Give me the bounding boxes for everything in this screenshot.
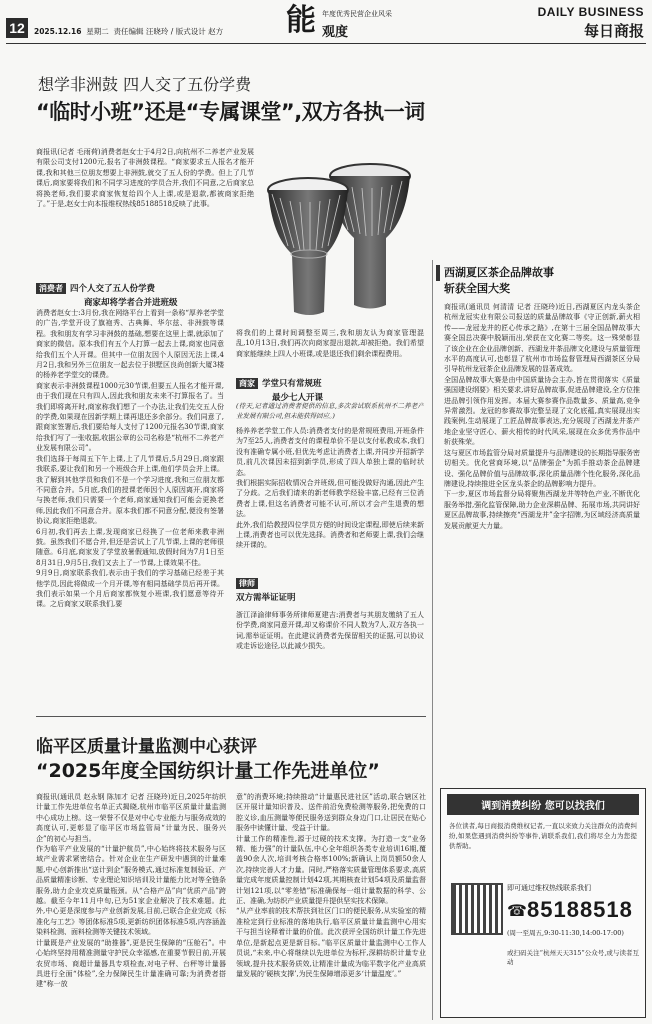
article2-headline-2: “2025年度全国纺织计量工作先进单位” — [36, 760, 380, 782]
page-number: 12 — [6, 18, 28, 38]
article1-col2-top: 将我们的上课时间调整至周三,我和朋友认为商家管理混乱,10月13日,我们再次向商家提出退款,却被拒绝。我们希望商家能继续上四人小班课,或是退还我们剩余课程费用。 — [236, 329, 424, 358]
article1-col1-body: 消费者赵女士:3月份,我在网络平台上看到一条称“厚养老学堂的广告,学堂开设了旗袍秀、古典舞、华尔兹、非洲鼓等课程。我和朋友有学习非洲鼓的基础,想要在这里上课,就添加了商家的微信。原本我们有五个人打算一起去上课,商家也同意给我们五个人开课。但其中一位朋友因个人原因无法上课,4月2日,我和另外三位朋友一起去位于拱墅区良尚创新大厦3楼的杨养老学堂交的课费。 商家表示非洲鼓课程1000元30节课,但要五人报名才能开课,由于我们现在只有四人,因此我和朋友未来不打算报名了。当我们即将离开时,商家称我们想了一个办法,让我们先交五人份的学费,如果现在因新学期上课再退还多余部分。我们同意了,跟商家签署后,我们要给每人支付了1200元报名30节课,商家给我们写了一张收据,收据公章的公司名称是“杭州不二养老产业发展有限公司”。 我们选择于每周五下午上课,上了几节课后,5月29日,商家跟我联系,要让我们和另一个班级合并上课,他们学员会并上课。我了解到其他学员和我们不是一个学习进度,我和三位朋友都不同意合并。5月底,我们的授课老师因个人原因离开,商家将与换老师,我们只需要一个老师,商家通知我们可能会更换老师,因此我们不同意合并。原本我们都不同意分配,便没有签署协议,商家拒绝退款。 6月初,我们再去上课,发现商家已经换了一位老师来教非洲鼓。虽然我们不愿合并,但还是尝试上了几节课,上课的老师很随意。6月底,商家发了学堂放暑假通知,放假时间为7月1日至8月31日,9月5日,我们又去上了一节课,上课效果不佳。 9月9日,商家联系我们,表示由于我们的学习基础已经差于其他学员,因此将做成一个月开课,等有相同基础学员后再开课。我们表示如果一个月后商家都恢复小班课,我们愿意等待开课。之后商家又联系我们,要 — [36, 309, 224, 609]
right-headline-2: 斩获全国大奖 — [444, 282, 510, 295]
hotline-box — [440, 788, 646, 1018]
section-subtitle: 年度优秀民营企业风采 — [322, 10, 392, 18]
article1-subhead-2 — [236, 377, 424, 403]
qr-label: 即可通过维权热线联系我们 — [507, 884, 591, 892]
hotline-intro: 各位读者,每日商报消费维权记者,一直以来致力关注群众的消费纠纷,如果您遇到消费纠纷等事件,请联系我们,我们将尽全力为您提供帮助。 — [449, 822, 637, 850]
issue-date: 2025.12.16 — [34, 27, 82, 36]
hotline-title: 调到消费纠纷 您可以找我们 — [447, 794, 639, 815]
article1-lead: 商报讯(记者 毛雨荷)消费者赵女士于4月2日,向杭州不二养老产业发展有限公司支付1200元,报名了非洲鼓课程。“商家要求五人报名才能开课,我和其他三位朋友想要上非洲鼓,就交了五人份的学费。但上了几节课后,商家要将我们和不同学习进度的学员合并,我们不同意,之后商家总将换老师,我们要求商家恢复给四个人上课,或是退款,都被商家拒绝了。”于是,赵女士向本报维权热线85188518反映了此事。 — [36, 148, 254, 209]
section-char: 能 — [286, 3, 316, 38]
paper-name-en: DAILY BUSINESS — [537, 5, 644, 19]
djembe-icon — [262, 160, 424, 318]
consumer-tag: 消费者 — [36, 283, 66, 294]
subhead-2-line2: 最少七人开课 — [272, 393, 324, 403]
section-name: 观度 — [322, 25, 349, 40]
article1-headline: “临时小班”还是“专属课堂”,双方各执一词 — [36, 100, 425, 124]
article2-col1-body: 商报讯(通讯员 赵永钢 陈加才 记者 汪晓玲)近日,2025年纺织计量工作先进单位名单正式揭晓,杭州市临平区质量计量监测中心成功上榜。这一荣誉不仅是对中心专业能力与服务成效的高度认可,更彰显了临平区市场监管局“计量为民、服务兴企”的初心与担当。 作为临平产业发展的“计量护航员”,中心始终将技术服务与区域产业需求紧密结合。针对企业在生产研发中遇到的计量难题,中心创新推出“送计到企”服务模式,通过标准复制验证、产品质量精准诊断、专业理论知识培训及计量能力比对等全链条服务,助力企业攻克质量瓶颈。从“合格产品”向“优质产品”跨越。截至今年11月中旬,已为51家企业解决了技术难题。此外,中心更是深度参与产业创新发展,目前,已联合企业完成《标准化与工艺》等团体标准5项,更新纺织团体标准5项,内容涵盖染料检测、面料检测等关键技术领域。 计量既是产业发展的“助推器”,更是民生保障的“压舱石”。中心始终坚持用精准测量守护民众幸福感,在重要节假日前,开展农贸市场、商超计量器具专项检查,对电子秤、台秤等计量器具进行全面“体检”,全力保障民生计量准确可靠;为消费者搭建“称一放 — [36, 793, 226, 989]
merchant-tag: 商家 — [236, 378, 258, 389]
lawyer-tag: 律师 — [236, 578, 258, 589]
qr-code-icon[interactable] — [451, 883, 503, 935]
djembe-drums-photo — [262, 160, 424, 318]
right-headline-1: 西湖夏区茶企品牌故事 — [444, 266, 554, 279]
page-header — [0, 0, 652, 44]
header-rule — [6, 43, 646, 44]
subhead-1-line2: 商家却将学者合并进班级 — [84, 298, 178, 308]
article-divider — [36, 716, 426, 717]
right-article-body: 商报讯(通讯员 何清清 记者 汪晓玲)近日,西湖夏区内龙头茶企杭州龙冠实业有限公司报送的质量品牌故事《守正创新,薪火相传——龙冠龙井的匠心传承之路》,在第十三届全国品牌故事大赛全国总决赛中脱颖而出,荣获在文化赛二等奖。这一殊荣彰显了该企业在企业品牌创新、西湖龙井茶品牌文化建设与质量管理水平的高度认可,也彰显了杭州市市场监督管理局西湖茶区分局引导杭州龙冠茶企业品牌发展的显著成效。 全国品牌故事大赛是由中国质量协会主办,旨在贯彻落实《质量强国建设纲要》相关要求,讲好品牌故事,促进品牌建设,全方位推进品牌引领作用发挥。本届大赛参赛作品数量多、质量高,竞争异常激烈。龙冠的参赛故事完整呈现了文化底蕴,真实展现出实践案例,生动展现了工匠品牌故事表达,充分展现了西湖龙井茶产地企业坚守匠心、薪火相传的时代风采,展现在众多优秀作品中斩获殊荣。 这与夏区市场监管分局对质量提升与品牌建设的长期指导服务密切相关。优化营商环境,以“品牌强企”为抓手推动茶企品牌建设、强化品牌价值与品牌故事,深化质量品牌个性化服务,深化品牌建设,持续推进全区龙头茶企的品牌影响力提升。 下一步,夏区市场监督分局将聚焦西湖龙井等特色产业,不断优化服务举措,强化监管保障,助力企业深耕品牌、拓展市场,共同讲好夏区品牌故事,持续擦亮“西湖龙井”金字招牌,为区域经济高质量发展贡献更大力量。 — [444, 303, 640, 530]
subhead-1-line1: 四个人交了五人份学费 — [70, 284, 156, 294]
article1-note: (待天,记者通过消费者提供的信息,多次尝试联系杭州不二养老产业发展有限公司,但未能获得回应。) — [236, 402, 424, 420]
subhead-2-line1: 学堂只有常规班 — [262, 379, 322, 389]
article2-col2-body: 意”的消费环境;持续推动“计量惠民进社区”活动,联合辖区社区开展计量知识普及、送件前沿免费检测等服务,把免费的口腔义诊,血压测量等便民服务送到群众身边门口,让居民在贴心服务中读懂计量、受益于计量。 计量工作的精准性,源于过硬的技术支撑。为打造一支“业务精、能力强”的计量队伍,中心全年组织各类专业培训16期,覆盖90余人次,培训考核合格率100%;新确认上岗员额50余人次,持续完善人才力量。同时,严格落实质量管理体系要求,高质量完成年度质量控制计划42项,其期核查计划54项及质量监督计划121项,以“零差错”标准确保每一组计量数据的科学、公正、准确,为纺织产业质量提升提供坚实技术保障。 “从产业率前的技术帮扶到社区门口的便民服务,从实验室的精准检定到行业标准的落地执行,临平区质量计量监测中心用实干与担当诠释着计量的价值。此次获评全国纺织计量工作先进单位,是新起点更是新目标。”临平区质量计量监测中心工作人员说,“未来,中心将继续以先进单位为标杆,深耕纺织计量专业领域,提升技术服务质效,让精准计量成为临平数字化产业高质量发展的‘硬核支撑’,为民生保障增添更多‘计量温度’。” — [236, 793, 426, 978]
article1-kicker: 想学非洲鼓 四人交了五份学费 — [38, 75, 252, 94]
hotline-footer: 或扫码关注“杭州天天315”公众号,或与读者互动 — [507, 949, 639, 966]
date-line — [34, 26, 223, 37]
right-headline-bar — [436, 265, 440, 281]
article2-headline-1: 临平区质量计量监测中心获评 — [36, 737, 257, 757]
article1-subhead-3 — [236, 578, 424, 603]
article1-col2-bottom: 浙江泽渝律师事务所律师夏建吉:消费者与其朋友缴纳了五人份学费,商家同意开课,却又称课价不同人数为7人,双方各执一词,需举证证明。在此建议消费者先保留相关的证据,可以协议或走诉讼途径,以此减少损失。 — [236, 611, 424, 651]
hotline-phone[interactable]: 85188518 — [527, 897, 633, 922]
article1-subhead-1 — [36, 282, 256, 308]
weekday: 星期二 — [86, 27, 109, 36]
subhead-3-title: 双方需举证证明 — [236, 593, 296, 603]
editor-credits: 责任编辑 汪晓玲 / 版式设计 赵方 — [113, 27, 224, 36]
paper-name-cn: 每日商报 — [583, 22, 644, 40]
phone-icon: ☎ — [507, 901, 527, 920]
hotline-hours: (周一至周五,9:30-11:30,14:00-17:00) — [507, 929, 624, 937]
article1-col2-body: 杨养养老学堂工作人员:消费者支付的是常规班费用,开班条件为7至25人,消费者支付的课程单价不是以支付私教成本,我们没有准确专属小班,但优先考虑让消费者上课,并同步开招新学员,前几次课因未招到新学员,形成了四人单独上课的临时状态。 我们根据实际招收情况合并班级,但可能没做好沟通,因此产生了分歧。之后我们请来的新老师教学经验丰富,已经有三位消费者上课,但这名消费者可能不认可,所以才会产生退费的想法。 此外,我们给教授四位学员方便的时间设定课程,即使后续来新上课,消费者也可以优先选择。消费者和老师要上课,我们会继续开课的。 — [236, 427, 424, 550]
right-column-rule — [432, 260, 433, 1020]
